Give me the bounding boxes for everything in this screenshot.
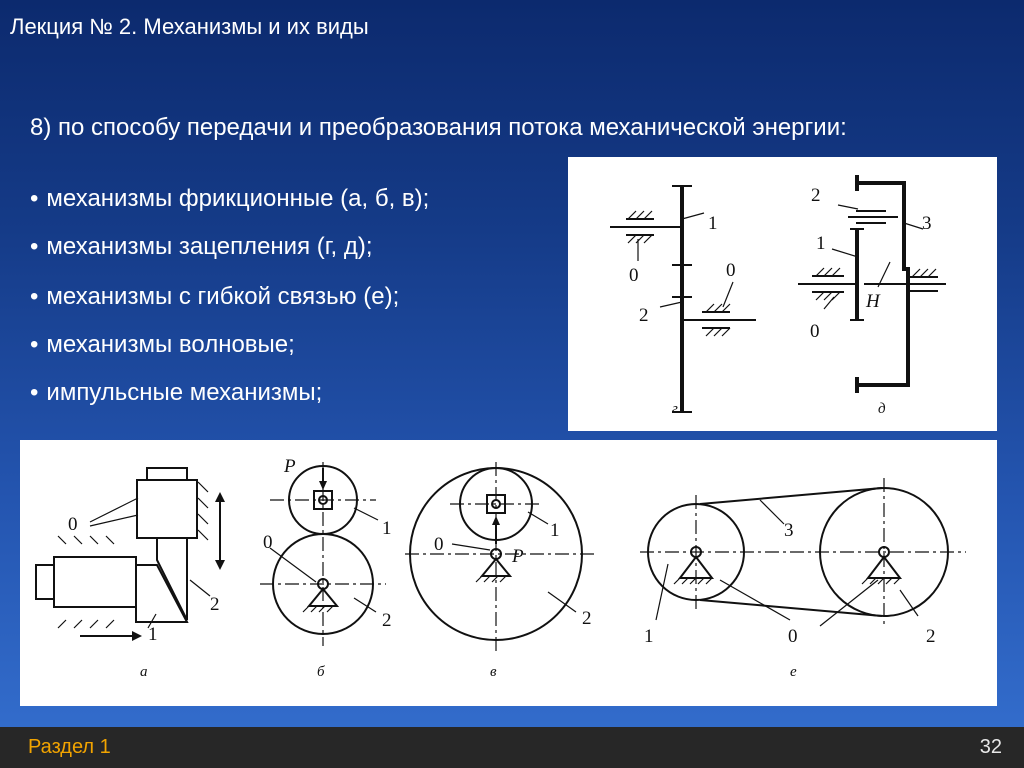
gear-g-label: 0: [629, 265, 639, 286]
mechanism-d: [798, 175, 946, 417]
bullet-item: • механизмы зацепления (г, д);: [30, 233, 373, 260]
mechanism-b: [260, 456, 392, 680]
mech-a-label: 1: [148, 624, 158, 645]
footer-bar: [0, 727, 1024, 768]
gear-diagram-panel: [568, 157, 997, 431]
caption-b: б: [317, 664, 325, 680]
gear-d-label: H: [866, 291, 880, 312]
mech-e-label: 0: [788, 626, 798, 647]
mech-b-label: P: [284, 456, 296, 477]
gear-g-label: 2: [639, 305, 649, 326]
gear-d-label: 2: [811, 185, 821, 206]
mech-e-label: 2: [926, 626, 936, 647]
caption-v: в: [490, 664, 497, 680]
mech-a-label: 2: [210, 594, 220, 615]
gear-d-label: 0: [810, 321, 820, 342]
bullet-item: • механизмы с гибкой связью (е);: [30, 283, 400, 310]
bullet-item: • импульсные механизмы;: [30, 379, 323, 406]
mech-b-label: 2: [382, 610, 392, 631]
caption-d: д: [878, 401, 886, 417]
caption-e: е: [790, 664, 797, 680]
mech-e-label: 1: [644, 626, 654, 647]
mech-b-label: 1: [382, 518, 392, 539]
gear-g-label: 0: [726, 260, 736, 281]
caption-g-visible: г: [672, 401, 678, 417]
gear-d-label: 3: [922, 213, 932, 234]
bullet-list: [30, 183, 429, 425]
gear-g-label: 1: [708, 213, 718, 234]
bullet-item: • механизмы волновые;: [30, 331, 295, 358]
mech-v-label: 0: [434, 534, 444, 555]
page-number: 32: [979, 736, 1002, 758]
mech-v-label: 2: [582, 608, 592, 629]
mechanism-a: [36, 468, 225, 680]
friction-diagram-panel: [20, 440, 997, 706]
gear-d-label: 1: [816, 233, 826, 254]
slide-title: Лекция № 2. Механизмы и их виды: [10, 14, 369, 39]
section-label: Раздел 1: [28, 736, 111, 758]
caption-a: а: [140, 664, 148, 680]
bullet-item: • механизмы фрикционные (а, б, в);: [30, 185, 430, 212]
mechanism-v: [405, 462, 598, 680]
gear-diagram: [568, 157, 997, 431]
mech-b-label: 0: [263, 532, 273, 553]
mechanism-e: [640, 478, 966, 680]
intro-text: 8) по способу передачи и преобразования потока механической энергии:: [30, 114, 847, 141]
mech-e-label: 3: [784, 520, 794, 541]
mech-v-label: P: [512, 546, 524, 567]
mechanism-g: [610, 185, 756, 417]
mech-v-label: 1: [550, 520, 560, 541]
friction-diagram: [20, 440, 997, 706]
mech-a-label: 0: [68, 514, 78, 535]
